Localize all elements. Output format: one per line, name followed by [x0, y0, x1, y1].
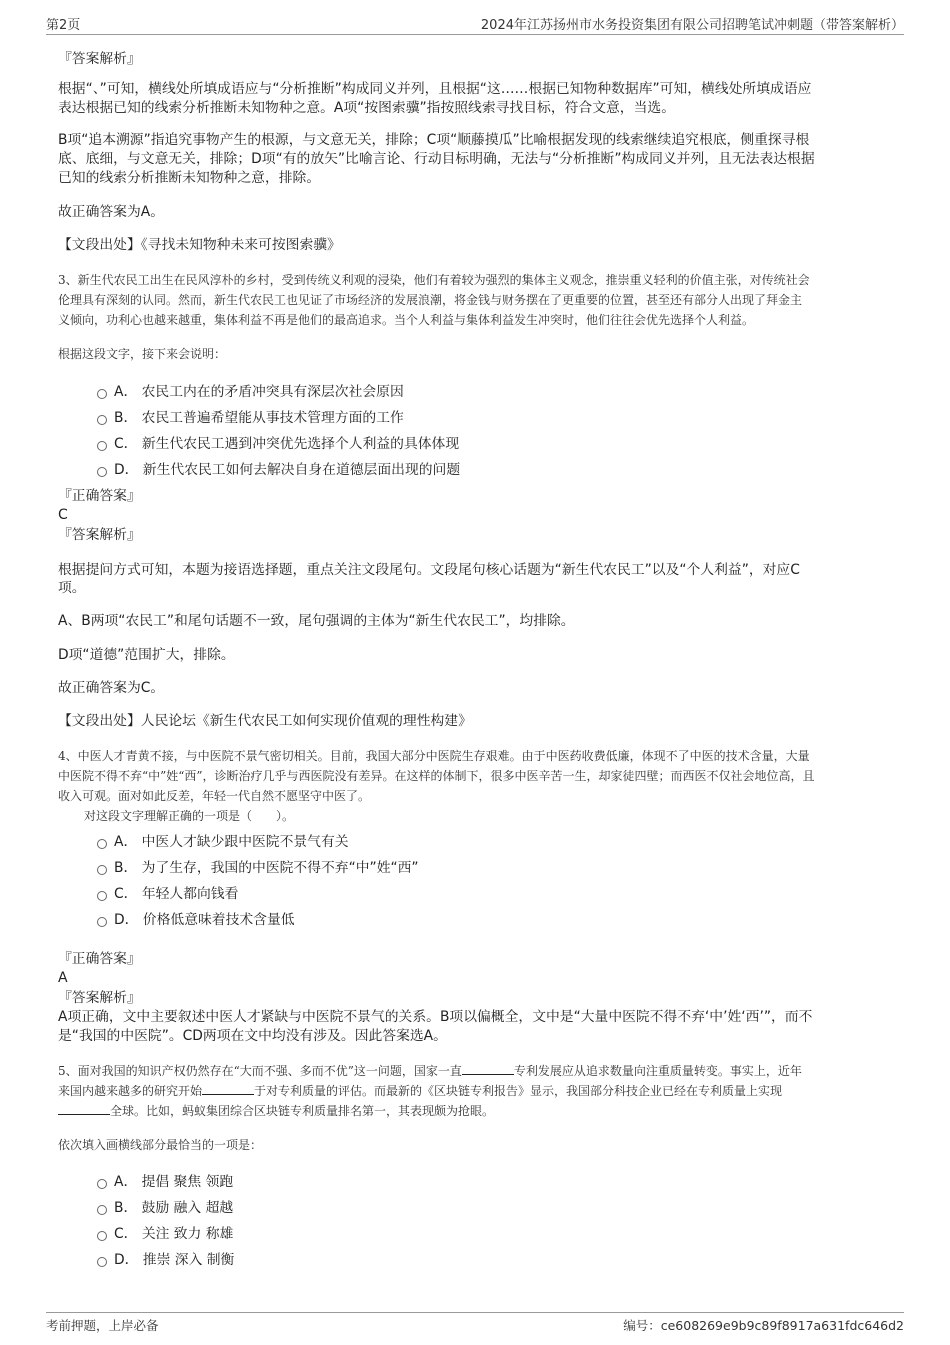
q2-conclusion: 故正确答案为A。	[58, 204, 165, 220]
q4-analysis-line: A项正确，文中主要叙述中医人才紧缺与中医院不景气的关系。B项以偏概全，文中是“大量中医院不得不弃‘中’姓‘西’”，而不	[58, 1009, 813, 1025]
q4-option-b[interactable]: B． 为了生存，我国的中医院不得不弃“中”姓“西”	[114, 860, 419, 876]
q5-blank-3	[58, 1102, 110, 1115]
q5-option-b[interactable]: B． 鼓励 融入 超越	[114, 1200, 234, 1216]
q3-stem-line: 伦理具有深刻的认同。然而，新生代农民工也见证了市场经济的发展浪潮，将金钱与财务摆在了更重要的位置，甚至还有部分人出现了拜金主	[58, 293, 803, 307]
q5-stem-text: 于对专利质量的评估。而最新的《区块链专利报告》显示，我国部分科技企业已经在专利质量上实现	[254, 1084, 783, 1098]
q3-prompt: 根据这段文字，接下来会说明：	[58, 347, 227, 361]
q5-stem-text: 来国内越来越多的研究开始	[58, 1084, 203, 1098]
q3-correct-label: 『正确答案』	[58, 488, 141, 504]
q2-analysis-line: 表达根据已知的线索分析推断未知物种之意。A项“按图索骥”指按照线索寻找目标，符合文意，当选。	[58, 100, 675, 116]
q5-option-b-radio[interactable]	[97, 1205, 107, 1215]
q2-analysis-line: 已知的线索分析推断未知物种之意，排除。	[58, 170, 321, 186]
q3-conclusion: 故正确答案为C。	[58, 680, 165, 696]
q5-option-a[interactable]: A． 提倡 聚焦 领跑	[114, 1174, 234, 1190]
q4-stem-line: 4、中医人才青黄不接，与中医院不景气密切相关。目前，我国大部分中医院生存艰难。由于中医药收费低廉，体现不了中医的技术含量，大量	[58, 749, 810, 763]
q5-stem-line	[58, 1082, 782, 1101]
q5-option-d[interactable]: D． 推崇 深入 制衡	[114, 1252, 235, 1268]
q3-option-b[interactable]: B． 农民工普遍希望能从事技术管理方面的工作	[114, 410, 404, 426]
q5-blank-1	[462, 1062, 514, 1075]
q4-option-a[interactable]: A． 中医人才缺少跟中医院不景气有关	[114, 834, 349, 850]
q3-stem-line: 3、新生代农民工出生在民风淳朴的乡村，受到传统义利观的浸染，他们有着较为强烈的集体主义观念，推崇重义轻利的价值主张，对传统社会	[58, 273, 810, 287]
q5-stem-line	[58, 1102, 494, 1121]
q4-correct-label: 『正确答案』	[58, 951, 141, 967]
q5-stem-text: 专利发展应从追求数量向注重质量转变。事实上，近年	[513, 1064, 802, 1078]
q2-analysis-line: 底、底细，与文意无关，排除；D项“有的放矢”比喻言论、行动目标明确，无法与“分析推断”构成同义并列，且无法表达根据	[58, 151, 815, 167]
page-footer	[46, 1312, 904, 1335]
q5-blank-2	[202, 1082, 254, 1095]
q4-analysis-line: 是“我国的中医院”。CD两项在文中均没有涉及。因此答案选A。	[58, 1028, 447, 1044]
q2-analysis-line: 根据“、”可知，横线处所填成语应与“分析推断”构成同义并列，且根据“这……根据已知物种数据库”可知，横线处所填成语应	[58, 81, 812, 97]
q3-analysis-line: 项。	[58, 580, 86, 596]
q3-option-c-radio[interactable]	[97, 441, 107, 451]
q4-option-b-radio[interactable]	[97, 865, 107, 875]
q5-option-d-radio[interactable]	[97, 1257, 107, 1267]
q5-stem-text: 全球。比如，蚂蚁集团综合区块链专利质量排名第一，其表现颇为抢眼。	[110, 1104, 495, 1118]
q3-source: 【文段出处】人民论坛《新生代农民工如何实现价值观的理性构建》	[58, 713, 472, 729]
q3-analysis-label: 『答案解析』	[58, 527, 141, 543]
q4-stem-line: 收入可观。面对如此反差，年轻一代自然不愿坚守中医了。	[58, 789, 371, 803]
q4-option-c-radio[interactable]	[97, 891, 107, 901]
q2-source: 【文段出处】《寻找未知物种未来可按图索骥》	[58, 237, 341, 253]
page-header	[46, 12, 904, 35]
q2-analysis-label: 『答案解析』	[58, 51, 141, 67]
q4-analysis-label: 『答案解析』	[58, 990, 141, 1006]
q3-option-d[interactable]: D． 新生代农民工如何去解决自身在道德层面出现的问题	[114, 462, 461, 478]
q5-stem-line	[58, 1062, 802, 1081]
q3-analysis-line: 根据提问方式可知，本题为接语选择题，重点关注文段尾句。文段尾句核心话题为“新生代农民工”以及“个人利益”，对应C	[58, 562, 800, 578]
q3-option-a[interactable]: A． 农民工内在的矛盾冲突具有深层次社会原因	[114, 384, 404, 400]
q3-analysis-line: D项“道德”范围扩大，排除。	[58, 647, 235, 663]
q3-analysis-line: A、B两项“农民工”和尾句话题不一致，尾句强调的主体为“新生代农民工”，均排除。	[58, 613, 575, 629]
q4-prompt: 对这段文字理解正确的一项是（ ）。	[84, 809, 295, 823]
q4-correct-answer: A	[58, 970, 68, 986]
q3-option-a-radio[interactable]	[97, 389, 107, 399]
q3-stem-line: 义倾向，功利心也越来越重，集体利益不再是他们的最高追求。当个人利益与集体利益发生冲突时，他们往往会优先选择个人利益。	[58, 313, 755, 327]
q3-option-d-radio[interactable]	[97, 467, 107, 477]
q4-stem-line: 中医院不得不弃“中”姓“西”，诊断治疗几乎与西医院没有差异。在这样的体制下，很多中医辛苦一生，却家徒四壁；而西医不仅社会地位高，且	[58, 769, 815, 783]
q5-prompt: 依次填入画横线部分最恰当的一项是：	[58, 1138, 263, 1152]
footer-slogan: 考前押题，上岸必备	[46, 1318, 159, 1333]
page-number: 第2页	[46, 18, 81, 33]
q4-option-d[interactable]: D． 价格低意味着技术含量低	[114, 912, 295, 928]
q5-option-a-radio[interactable]	[97, 1179, 107, 1189]
document-title: 2024年江苏扬州市水务投资集团有限公司招聘笔试冲刺题（带答案解析）	[480, 18, 904, 33]
q4-option-c[interactable]: C． 年轻人都向钱看	[114, 886, 239, 902]
q4-option-a-radio[interactable]	[97, 839, 107, 849]
q3-option-b-radio[interactable]	[97, 415, 107, 425]
q4-option-d-radio[interactable]	[97, 917, 107, 927]
q3-correct-answer: C	[58, 507, 68, 523]
q5-stem-text: 5、面对我国的知识产权仍然存在“大而不强、多而不优”这一问题，国家一直	[58, 1064, 462, 1078]
q2-analysis-line: B项“追本溯源”指追究事物产生的根源，与文意无关，排除；C项“顺藤摸瓜”比喻根据发现的线索继续追究根底，侧重探寻根	[58, 132, 810, 148]
q5-option-c[interactable]: C． 关注 致力 称雄	[114, 1226, 234, 1242]
q3-option-c[interactable]: C． 新生代农民工遇到冲突优先选择个人利益的具体体现	[114, 436, 460, 452]
q5-option-c-radio[interactable]	[97, 1231, 107, 1241]
document-id: 编号：ce608269e9b9c89f8917a631fdc646d2	[623, 1318, 904, 1333]
